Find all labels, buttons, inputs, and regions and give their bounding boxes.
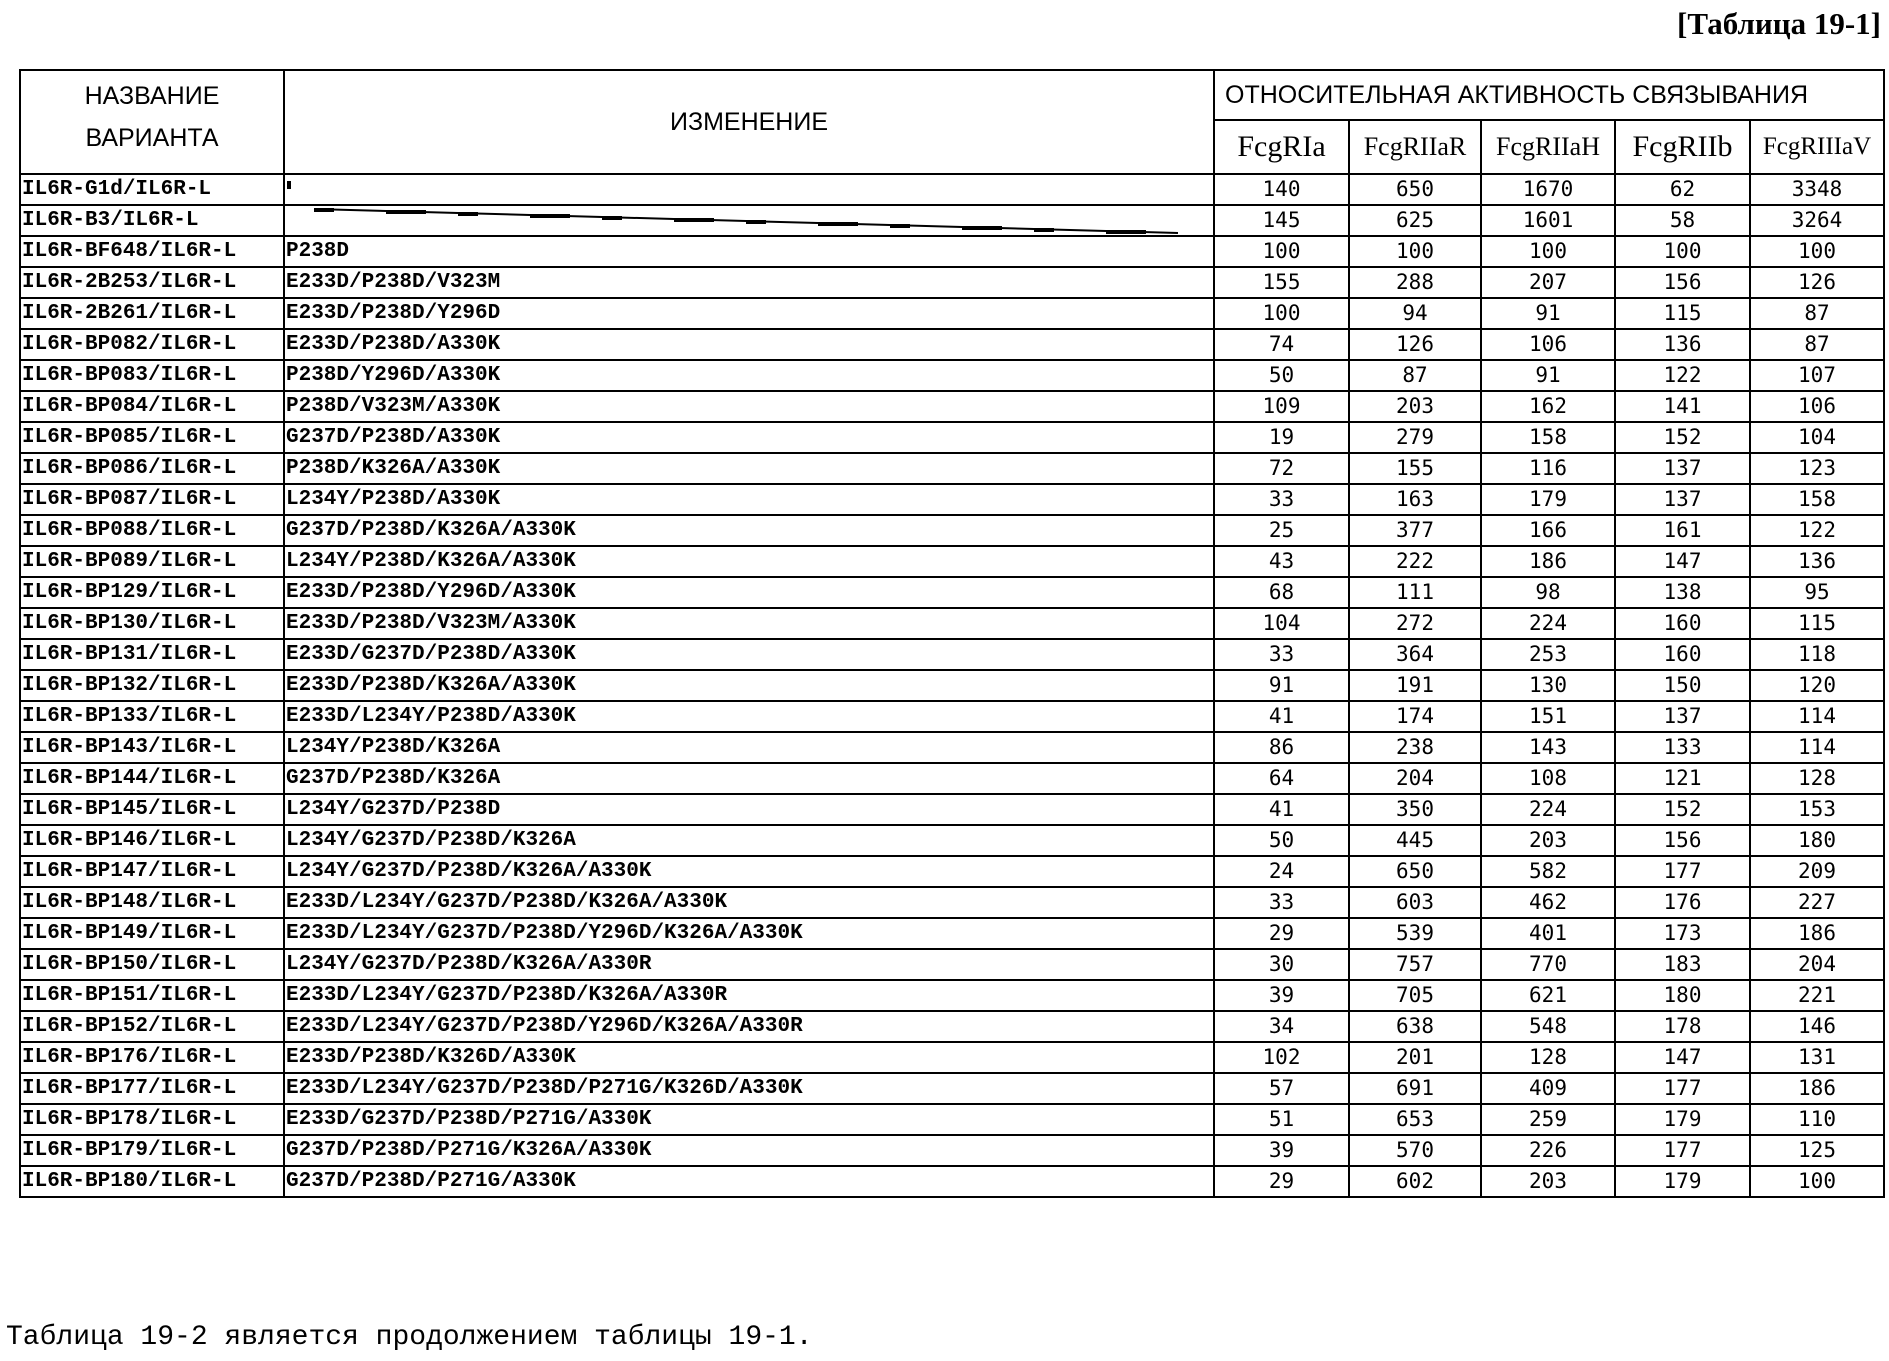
value-fcgria: 41: [1214, 701, 1349, 732]
value-fcgriiah: 166: [1481, 515, 1615, 546]
value-fcgriiah: 224: [1481, 608, 1615, 639]
change-cell: G237D/P238D/A330K: [284, 422, 1214, 453]
change-cell: G237D/P238D/P271G/A330K: [284, 1166, 1214, 1197]
value-fcgriib: 173: [1615, 918, 1750, 949]
value-fcgriiar: 757: [1349, 949, 1481, 980]
value-fcgriiar: 191: [1349, 670, 1481, 701]
value-fcgriiiav: 131: [1750, 1042, 1884, 1073]
value-fcgria: 104: [1214, 608, 1349, 639]
value-fcgriiar: 288: [1349, 267, 1481, 298]
value-fcgriib: 137: [1615, 484, 1750, 515]
header-fcgriiah: FcgRIIaH: [1481, 120, 1615, 174]
value-fcgriiar: 204: [1349, 763, 1481, 794]
value-fcgriib: 100: [1615, 236, 1750, 267]
variant-name-cell: IL6R-BP145/IL6R-L: [20, 794, 284, 825]
value-fcgriiiav: 146: [1750, 1011, 1884, 1042]
value-fcgriiar: 377: [1349, 515, 1481, 546]
table-row: [20, 980, 1884, 1011]
header-fcgriiiav: FcgRIIIaV: [1750, 120, 1884, 174]
variant-name-cell: IL6R-2B253/IL6R-L: [20, 267, 284, 298]
change-cell: E233D/G237D/P238D/P271G/A330K: [284, 1104, 1214, 1135]
table-row: [20, 360, 1884, 391]
table-row: [20, 701, 1884, 732]
value-fcgriiar: 705: [1349, 980, 1481, 1011]
change-cell: L234Y/G237D/P238D: [284, 794, 1214, 825]
value-fcgriiar: 222: [1349, 546, 1481, 577]
table-row: [20, 1166, 1884, 1197]
table-row: [20, 1073, 1884, 1104]
change-cell: L234Y/G237D/P238D/K326A/A330R: [284, 949, 1214, 980]
value-fcgriiiav: 180: [1750, 825, 1884, 856]
value-fcgriiiav: 104: [1750, 422, 1884, 453]
table-row: [20, 267, 1884, 298]
value-fcgria: 41: [1214, 794, 1349, 825]
change-cell: E233D/L234Y/G237D/P238D/Y296D/K326A/A330R: [284, 1011, 1214, 1042]
variant-name-cell: IL6R-BP143/IL6R-L: [20, 732, 284, 763]
table-row: [20, 484, 1884, 515]
value-fcgria: 100: [1214, 298, 1349, 329]
value-fcgriib: 62: [1615, 174, 1750, 205]
table-row: [20, 205, 1884, 236]
value-fcgriiiav: 125: [1750, 1135, 1884, 1166]
value-fcgria: 91: [1214, 670, 1349, 701]
value-fcgriib: 138: [1615, 577, 1750, 608]
variant-name-cell: IL6R-BP151/IL6R-L: [20, 980, 284, 1011]
value-fcgriiiav: 87: [1750, 298, 1884, 329]
value-fcgriib: 183: [1615, 949, 1750, 980]
value-fcgriiah: 401: [1481, 918, 1615, 949]
change-cell: [284, 205, 1214, 236]
variant-name-cell: IL6R-B3/IL6R-L: [20, 205, 284, 236]
value-fcgriiiav: 204: [1750, 949, 1884, 980]
value-fcgriib: 179: [1615, 1104, 1750, 1135]
value-fcgriiah: 130: [1481, 670, 1615, 701]
value-fcgria: 68: [1214, 577, 1349, 608]
value-fcgriiar: 126: [1349, 329, 1481, 360]
change-cell: L234Y/P238D/A330K: [284, 484, 1214, 515]
change-cell: E233D/P238D/V323M: [284, 267, 1214, 298]
table-row: [20, 918, 1884, 949]
value-fcgriiar: 203: [1349, 391, 1481, 422]
variant-name-cell: IL6R-BP086/IL6R-L: [20, 453, 284, 484]
value-fcgriib: 122: [1615, 360, 1750, 391]
change-cell: P238D/K326A/A330K: [284, 453, 1214, 484]
change-cell: G237D/P238D/P271G/K326A/A330K: [284, 1135, 1214, 1166]
value-fcgria: 100: [1214, 236, 1349, 267]
header-fcgriib: FcgRIIb: [1615, 120, 1750, 174]
value-fcgriib: 58: [1615, 205, 1750, 236]
variant-name-cell: IL6R-BP144/IL6R-L: [20, 763, 284, 794]
value-fcgriiah: 259: [1481, 1104, 1615, 1135]
change-cell: L234Y/P238D/K326A: [284, 732, 1214, 763]
value-fcgriiah: 203: [1481, 825, 1615, 856]
variant-name-cell: IL6R-BP089/IL6R-L: [20, 546, 284, 577]
table-row: [20, 732, 1884, 763]
value-fcgriib: 141: [1615, 391, 1750, 422]
table-row: [20, 856, 1884, 887]
change-cell: L234Y/P238D/K326A/A330K: [284, 546, 1214, 577]
value-fcgriiah: 100: [1481, 236, 1615, 267]
variant-name-cell: IL6R-BP082/IL6R-L: [20, 329, 284, 360]
value-fcgriiiav: 107: [1750, 360, 1884, 391]
value-fcgriiar: 238: [1349, 732, 1481, 763]
change-cell: E233D/L234Y/G237D/P238D/P271G/K326D/A330K: [284, 1073, 1214, 1104]
value-fcgriiah: 151: [1481, 701, 1615, 732]
variant-name-cell: IL6R-BP085/IL6R-L: [20, 422, 284, 453]
change-cell: P238D: [284, 236, 1214, 267]
value-fcgriiah: 91: [1481, 360, 1615, 391]
change-cell: G237D/P238D/K326A/A330K: [284, 515, 1214, 546]
value-fcgriiah: 106: [1481, 329, 1615, 360]
value-fcgriiiav: 120: [1750, 670, 1884, 701]
value-fcgria: 33: [1214, 887, 1349, 918]
value-fcgriib: 136: [1615, 329, 1750, 360]
value-fcgriiah: 162: [1481, 391, 1615, 422]
value-fcgriiiav: 153: [1750, 794, 1884, 825]
value-fcgriiah: 158: [1481, 422, 1615, 453]
variant-name-cell: IL6R-BP150/IL6R-L: [20, 949, 284, 980]
value-fcgriib: 147: [1615, 546, 1750, 577]
value-fcgriib: 133: [1615, 732, 1750, 763]
value-fcgriiiav: 114: [1750, 732, 1884, 763]
value-fcgriiiav: 3264: [1750, 205, 1884, 236]
change-cell: E233D/P238D/K326A/A330K: [284, 670, 1214, 701]
value-fcgria: 64: [1214, 763, 1349, 794]
table-row: [20, 794, 1884, 825]
change-cell: E233D/P238D/A330K: [284, 329, 1214, 360]
value-fcgriiiav: 118: [1750, 639, 1884, 670]
header-relative-binding-activity: ОТНОСИТЕЛЬНАЯ АКТИВНОСТЬ СВЯЗЫВАНИЯ: [1214, 70, 1884, 120]
value-fcgriib: 177: [1615, 1135, 1750, 1166]
value-fcgriiar: 445: [1349, 825, 1481, 856]
variant-name-cell: IL6R-BP131/IL6R-L: [20, 639, 284, 670]
table-row: [20, 825, 1884, 856]
value-fcgria: 33: [1214, 639, 1349, 670]
value-fcgriiah: 186: [1481, 546, 1615, 577]
value-fcgriiiav: 136: [1750, 546, 1884, 577]
value-fcgriib: 152: [1615, 422, 1750, 453]
value-fcgriib: 156: [1615, 825, 1750, 856]
value-fcgriiiav: 126: [1750, 267, 1884, 298]
value-fcgriiar: 602: [1349, 1166, 1481, 1197]
value-fcgria: 72: [1214, 453, 1349, 484]
value-fcgria: 155: [1214, 267, 1349, 298]
value-fcgria: 51: [1214, 1104, 1349, 1135]
value-fcgriiiav: 110: [1750, 1104, 1884, 1135]
variant-name-cell: IL6R-BP083/IL6R-L: [20, 360, 284, 391]
value-fcgriiar: 625: [1349, 205, 1481, 236]
table-row: [20, 763, 1884, 794]
table-row: [20, 670, 1884, 701]
variant-name-cell: IL6R-G1d/IL6R-L: [20, 174, 284, 205]
table-row: [20, 887, 1884, 918]
value-fcgriiah: 143: [1481, 732, 1615, 763]
value-fcgriiiav: 114: [1750, 701, 1884, 732]
value-fcgriib: 115: [1615, 298, 1750, 329]
value-fcgriiar: 350: [1349, 794, 1481, 825]
value-fcgriiar: 94: [1349, 298, 1481, 329]
table-row: [20, 1135, 1884, 1166]
value-fcgriib: 152: [1615, 794, 1750, 825]
table-row: [20, 236, 1884, 267]
header-variant-name: НАЗВАНИЕ ВАРИАНТА: [20, 70, 284, 174]
value-fcgriiiav: 95: [1750, 577, 1884, 608]
variant-name-cell: IL6R-BP152/IL6R-L: [20, 1011, 284, 1042]
value-fcgriib: 177: [1615, 1073, 1750, 1104]
value-fcgria: 25: [1214, 515, 1349, 546]
value-fcgriiiav: 128: [1750, 763, 1884, 794]
value-fcgriiah: 582: [1481, 856, 1615, 887]
value-fcgria: 24: [1214, 856, 1349, 887]
variant-name-cell: IL6R-BP088/IL6R-L: [20, 515, 284, 546]
value-fcgriiah: 203: [1481, 1166, 1615, 1197]
value-fcgriiiav: 100: [1750, 236, 1884, 267]
value-fcgria: 33: [1214, 484, 1349, 515]
value-fcgriiar: 272: [1349, 608, 1481, 639]
value-fcgriiah: 226: [1481, 1135, 1615, 1166]
value-fcgria: 50: [1214, 825, 1349, 856]
table-row: [20, 391, 1884, 422]
value-fcgriib: 177: [1615, 856, 1750, 887]
value-fcgriiiav: 227: [1750, 887, 1884, 918]
variant-name-cell: IL6R-BP129/IL6R-L: [20, 577, 284, 608]
value-fcgriiah: 108: [1481, 763, 1615, 794]
value-fcgriiah: 224: [1481, 794, 1615, 825]
value-fcgriiar: 174: [1349, 701, 1481, 732]
value-fcgriib: 160: [1615, 639, 1750, 670]
value-fcgriiiav: 209: [1750, 856, 1884, 887]
variant-name-cell: IL6R-BP147/IL6R-L: [20, 856, 284, 887]
header-fcgriiar: FcgRIIaR: [1349, 120, 1481, 174]
binding-activity-table: [19, 69, 1885, 1198]
value-fcgriib: 156: [1615, 267, 1750, 298]
table-body: [20, 174, 1884, 1197]
variant-name-cell: IL6R-2B261/IL6R-L: [20, 298, 284, 329]
value-fcgriiar: 638: [1349, 1011, 1481, 1042]
value-fcgriiiav: 122: [1750, 515, 1884, 546]
value-fcgriiar: 650: [1349, 174, 1481, 205]
value-fcgriiar: 653: [1349, 1104, 1481, 1135]
value-fcgriiah: 128: [1481, 1042, 1615, 1073]
value-fcgriiah: 253: [1481, 639, 1615, 670]
value-fcgriib: 161: [1615, 515, 1750, 546]
change-cell: E233D/G237D/P238D/A330K: [284, 639, 1214, 670]
value-fcgriiiav: 158: [1750, 484, 1884, 515]
value-fcgriiiav: 221: [1750, 980, 1884, 1011]
variant-name-cell: IL6R-BP177/IL6R-L: [20, 1073, 284, 1104]
value-fcgria: 43: [1214, 546, 1349, 577]
value-fcgriib: 137: [1615, 453, 1750, 484]
change-cell: E233D/P238D/Y296D: [284, 298, 1214, 329]
value-fcgria: 34: [1214, 1011, 1349, 1042]
value-fcgria: 109: [1214, 391, 1349, 422]
table-row: [20, 577, 1884, 608]
value-fcgriiar: 163: [1349, 484, 1481, 515]
value-fcgriiah: 98: [1481, 577, 1615, 608]
value-fcgriiah: 207: [1481, 267, 1615, 298]
value-fcgria: 39: [1214, 980, 1349, 1011]
value-fcgriiah: 462: [1481, 887, 1615, 918]
table-row: [20, 515, 1884, 546]
value-fcgriiiav: 106: [1750, 391, 1884, 422]
value-fcgria: 30: [1214, 949, 1349, 980]
value-fcgriib: 180: [1615, 980, 1750, 1011]
change-cell: L234Y/G237D/P238D/K326A/A330K: [284, 856, 1214, 887]
value-fcgriiar: 100: [1349, 236, 1481, 267]
value-fcgria: 145: [1214, 205, 1349, 236]
value-fcgria: 19: [1214, 422, 1349, 453]
value-fcgriiah: 1601: [1481, 205, 1615, 236]
header-fcgria: FcgRIa: [1214, 120, 1349, 174]
value-fcgriib: 160: [1615, 608, 1750, 639]
value-fcgria: 29: [1214, 1166, 1349, 1197]
table-row: [20, 1011, 1884, 1042]
variant-name-cell: IL6R-BP178/IL6R-L: [20, 1104, 284, 1135]
value-fcgriiar: 691: [1349, 1073, 1481, 1104]
value-fcgriiah: 548: [1481, 1011, 1615, 1042]
change-cell: E233D/P238D/Y296D/A330K: [284, 577, 1214, 608]
variant-name-cell: IL6R-BP133/IL6R-L: [20, 701, 284, 732]
table-row: [20, 329, 1884, 360]
value-fcgria: 140: [1214, 174, 1349, 205]
table-row: [20, 1104, 1884, 1135]
value-fcgriiah: 91: [1481, 298, 1615, 329]
table-row: [20, 546, 1884, 577]
value-fcgria: 74: [1214, 329, 1349, 360]
variant-name-cell: IL6R-BP084/IL6R-L: [20, 391, 284, 422]
variant-name-cell: IL6R-BP148/IL6R-L: [20, 887, 284, 918]
table-row: [20, 949, 1884, 980]
variant-name-cell: IL6R-BP146/IL6R-L: [20, 825, 284, 856]
header-change: ИЗМЕНЕНИЕ: [284, 70, 1214, 174]
value-fcgriiah: 179: [1481, 484, 1615, 515]
variant-name-cell: IL6R-BF648/IL6R-L: [20, 236, 284, 267]
change-cell: E233D/L234Y/P238D/A330K: [284, 701, 1214, 732]
value-fcgriiar: 539: [1349, 918, 1481, 949]
value-fcgriiiav: 123: [1750, 453, 1884, 484]
value-fcgriib: 137: [1615, 701, 1750, 732]
change-cell: E233D/L234Y/G237D/P238D/K326A/A330R: [284, 980, 1214, 1011]
change-cell: G237D/P238D/K326A: [284, 763, 1214, 794]
value-fcgria: 102: [1214, 1042, 1349, 1073]
value-fcgriiar: 111: [1349, 577, 1481, 608]
change-cell: P238D/Y296D/A330K: [284, 360, 1214, 391]
value-fcgriiiav: 87: [1750, 329, 1884, 360]
variant-name-cell: IL6R-BP176/IL6R-L: [20, 1042, 284, 1073]
change-cell: P238D/V323M/A330K: [284, 391, 1214, 422]
value-fcgriib: 179: [1615, 1166, 1750, 1197]
table-row: [20, 298, 1884, 329]
change-cell: [284, 174, 1214, 205]
value-fcgria: 29: [1214, 918, 1349, 949]
table-row: [20, 174, 1884, 205]
value-fcgria: 39: [1214, 1135, 1349, 1166]
change-cell: E233D/L234Y/G237D/P238D/Y296D/K326A/A330K: [284, 918, 1214, 949]
value-fcgriib: 178: [1615, 1011, 1750, 1042]
value-fcgriib: 121: [1615, 763, 1750, 794]
table-row: [20, 639, 1884, 670]
value-fcgriiiav: 186: [1750, 918, 1884, 949]
value-fcgriiar: 603: [1349, 887, 1481, 918]
change-cell: E233D/P238D/V323M/A330K: [284, 608, 1214, 639]
continuation-note: Таблица 19-2 является продолжением таблицы 19-1.: [6, 1322, 813, 1353]
value-fcgriiah: 409: [1481, 1073, 1615, 1104]
value-fcgriiar: 201: [1349, 1042, 1481, 1073]
value-fcgriiar: 364: [1349, 639, 1481, 670]
table-row: [20, 1042, 1884, 1073]
table-caption: [Таблица 19-1]: [1677, 6, 1881, 41]
value-fcgriiiav: 186: [1750, 1073, 1884, 1104]
value-fcgriiar: 650: [1349, 856, 1481, 887]
scan-artifact-line: [286, 175, 1213, 204]
value-fcgriiar: 279: [1349, 422, 1481, 453]
change-cell: E233D/L234Y/G237D/P238D/K326A/A330K: [284, 887, 1214, 918]
value-fcgriiiav: 100: [1750, 1166, 1884, 1197]
value-fcgria: 86: [1214, 732, 1349, 763]
value-fcgriiah: 116: [1481, 453, 1615, 484]
value-fcgriib: 150: [1615, 670, 1750, 701]
table-row: [20, 453, 1884, 484]
value-fcgriiiav: 115: [1750, 608, 1884, 639]
value-fcgriiah: 621: [1481, 980, 1615, 1011]
change-cell: E233D/P238D/K326D/A330K: [284, 1042, 1214, 1073]
value-fcgriiar: 570: [1349, 1135, 1481, 1166]
variant-name-cell: IL6R-BP149/IL6R-L: [20, 918, 284, 949]
variant-name-cell: IL6R-BP132/IL6R-L: [20, 670, 284, 701]
value-fcgriib: 176: [1615, 887, 1750, 918]
variant-name-cell: IL6R-BP087/IL6R-L: [20, 484, 284, 515]
scan-artifact-line: [286, 206, 1213, 235]
variant-name-cell: IL6R-BP130/IL6R-L: [20, 608, 284, 639]
value-fcgria: 50: [1214, 360, 1349, 391]
value-fcgria: 57: [1214, 1073, 1349, 1104]
value-fcgriiar: 87: [1349, 360, 1481, 391]
variant-name-cell: IL6R-BP180/IL6R-L: [20, 1166, 284, 1197]
table-row: [20, 608, 1884, 639]
value-fcgriiiav: 3348: [1750, 174, 1884, 205]
value-fcgriib: 147: [1615, 1042, 1750, 1073]
change-cell: L234Y/G237D/P238D/K326A: [284, 825, 1214, 856]
variant-name-cell: IL6R-BP179/IL6R-L: [20, 1135, 284, 1166]
value-fcgriiah: 770: [1481, 949, 1615, 980]
table-row: [20, 422, 1884, 453]
value-fcgriiar: 155: [1349, 453, 1481, 484]
value-fcgriiah: 1670: [1481, 174, 1615, 205]
